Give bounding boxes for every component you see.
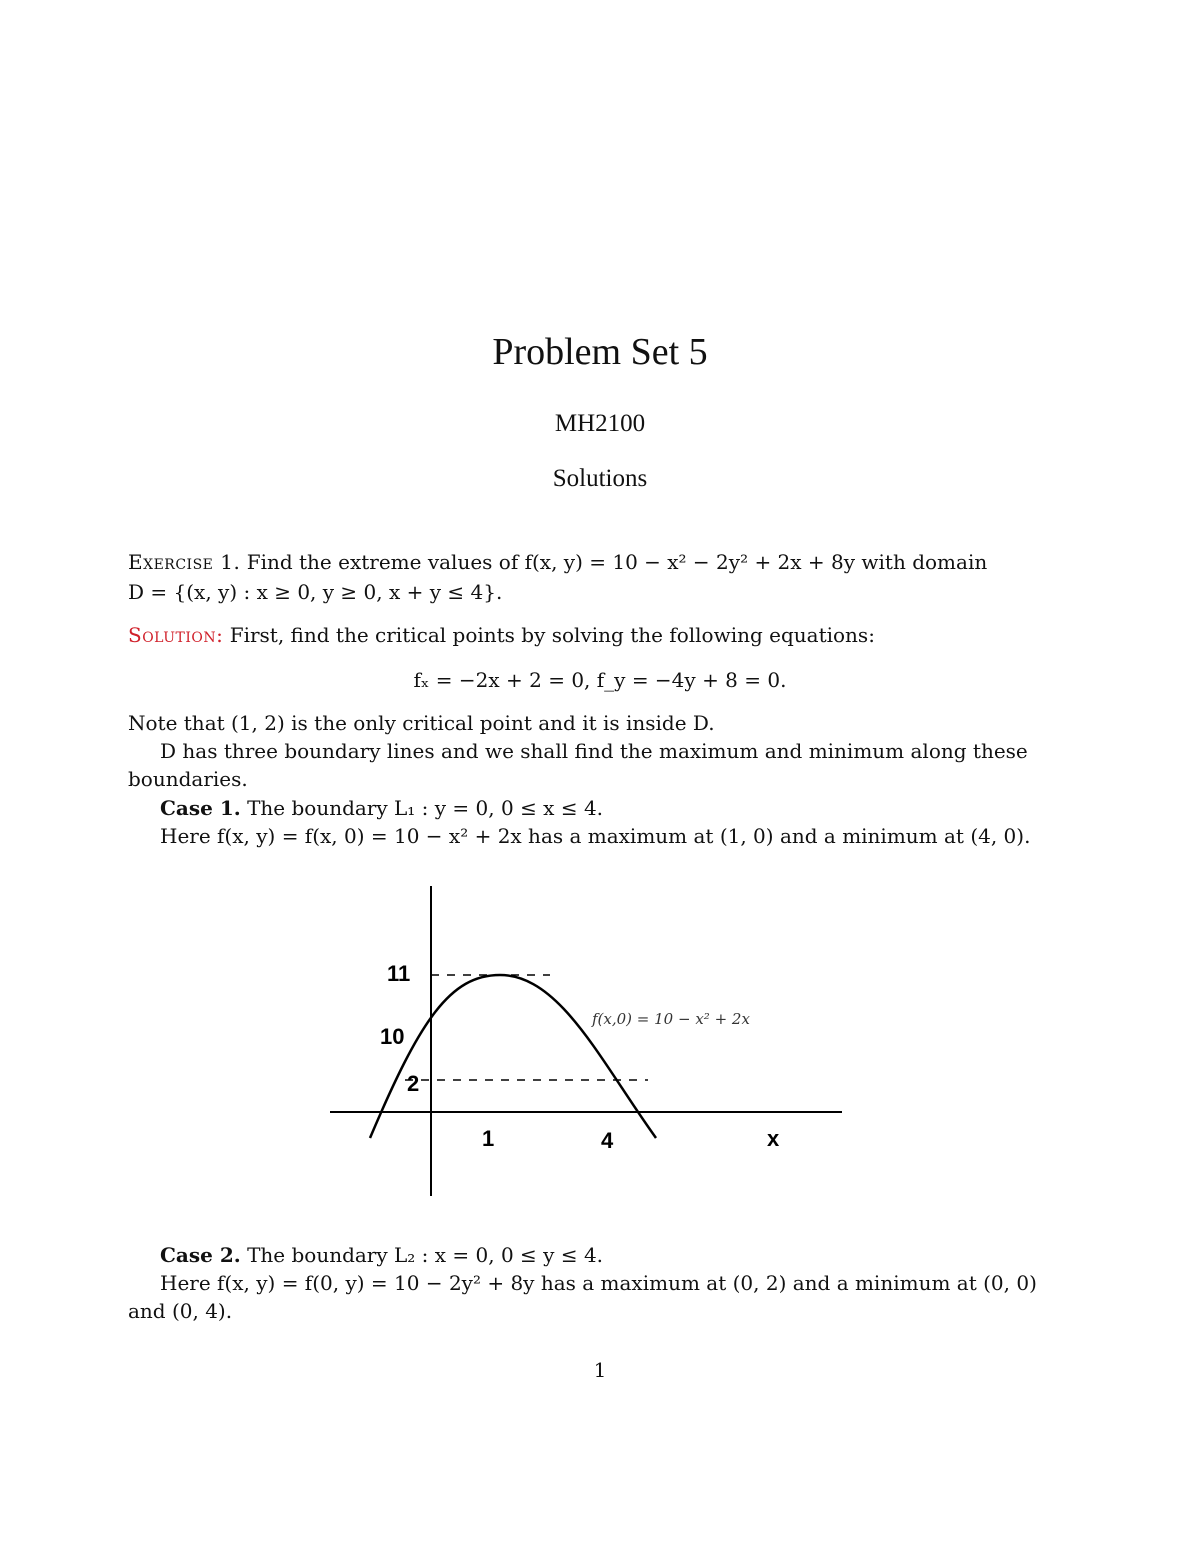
parabola-curve	[370, 975, 656, 1138]
x-tick-1: 1	[482, 1126, 495, 1151]
x-axis-label: x	[767, 1126, 780, 1151]
page-number: 1	[593, 1358, 607, 1382]
x-tick-4: 4	[601, 1128, 614, 1153]
solution-intro-line	[128, 623, 1078, 647]
y-tick-2: 2	[407, 1071, 420, 1096]
page-subtitle: Solutions	[552, 465, 648, 492]
case2-detail-2: and (0, 4).	[128, 1299, 233, 1323]
exercise-label: Exercise 1.	[128, 550, 241, 574]
critical-point-equation: fₓ = −2x + 2 = 0, f_y = −4y + 8 = 0.	[413, 668, 787, 692]
solution-label: Solution:	[128, 623, 224, 647]
exercise-text-1: Find the extreme values of f(x, y) = 10 − x² − 2y² + 2x + 8y with domain	[246, 550, 988, 574]
exercise-line-1	[128, 550, 1078, 574]
y-tick-10: 10	[380, 1024, 405, 1049]
page-title: Problem Set 5	[492, 331, 708, 373]
boundary-text-1: D has three boundary lines and we shall find the maximum and minimum along these	[160, 739, 1028, 763]
case1-line	[160, 796, 1110, 820]
course-code: MH2100	[554, 410, 646, 437]
curve-label: f(x,0) = 10 − x² + 2x	[592, 1010, 750, 1028]
case1-label: Case 1.	[160, 796, 241, 820]
case1-detail: Here f(x, y) = f(x, 0) = 10 − x² + 2x has a maximum at (1, 0) and a minimum at (4, 0).	[160, 824, 1031, 848]
solution-intro: First, find the critical points by solving the following equations:	[229, 623, 875, 647]
case2-text: The boundary L₂ : x = 0, 0 ≤ y ≤ 4.	[247, 1243, 604, 1267]
y-tick-11: 11	[387, 961, 411, 986]
case1-text: The boundary L₁ : y = 0, 0 ≤ x ≤ 4.	[247, 796, 604, 820]
critical-point-note: Note that (1, 2) is the only critical point and it is inside D.	[128, 711, 715, 735]
case2-line	[160, 1243, 1110, 1267]
case2-detail-1: Here f(x, y) = f(0, y) = 10 − 2y² + 8y has a maximum at (0, 2) and a minimum at (0, 0)	[160, 1271, 1037, 1295]
boundary-text-2: boundaries.	[128, 767, 248, 791]
exercise-line-2: D = {(x, y) : x ≥ 0, y ≥ 0, x + y ≤ 4}.	[128, 580, 503, 604]
case1-graph	[0, 880, 1200, 1210]
case2-label: Case 2.	[160, 1243, 241, 1267]
